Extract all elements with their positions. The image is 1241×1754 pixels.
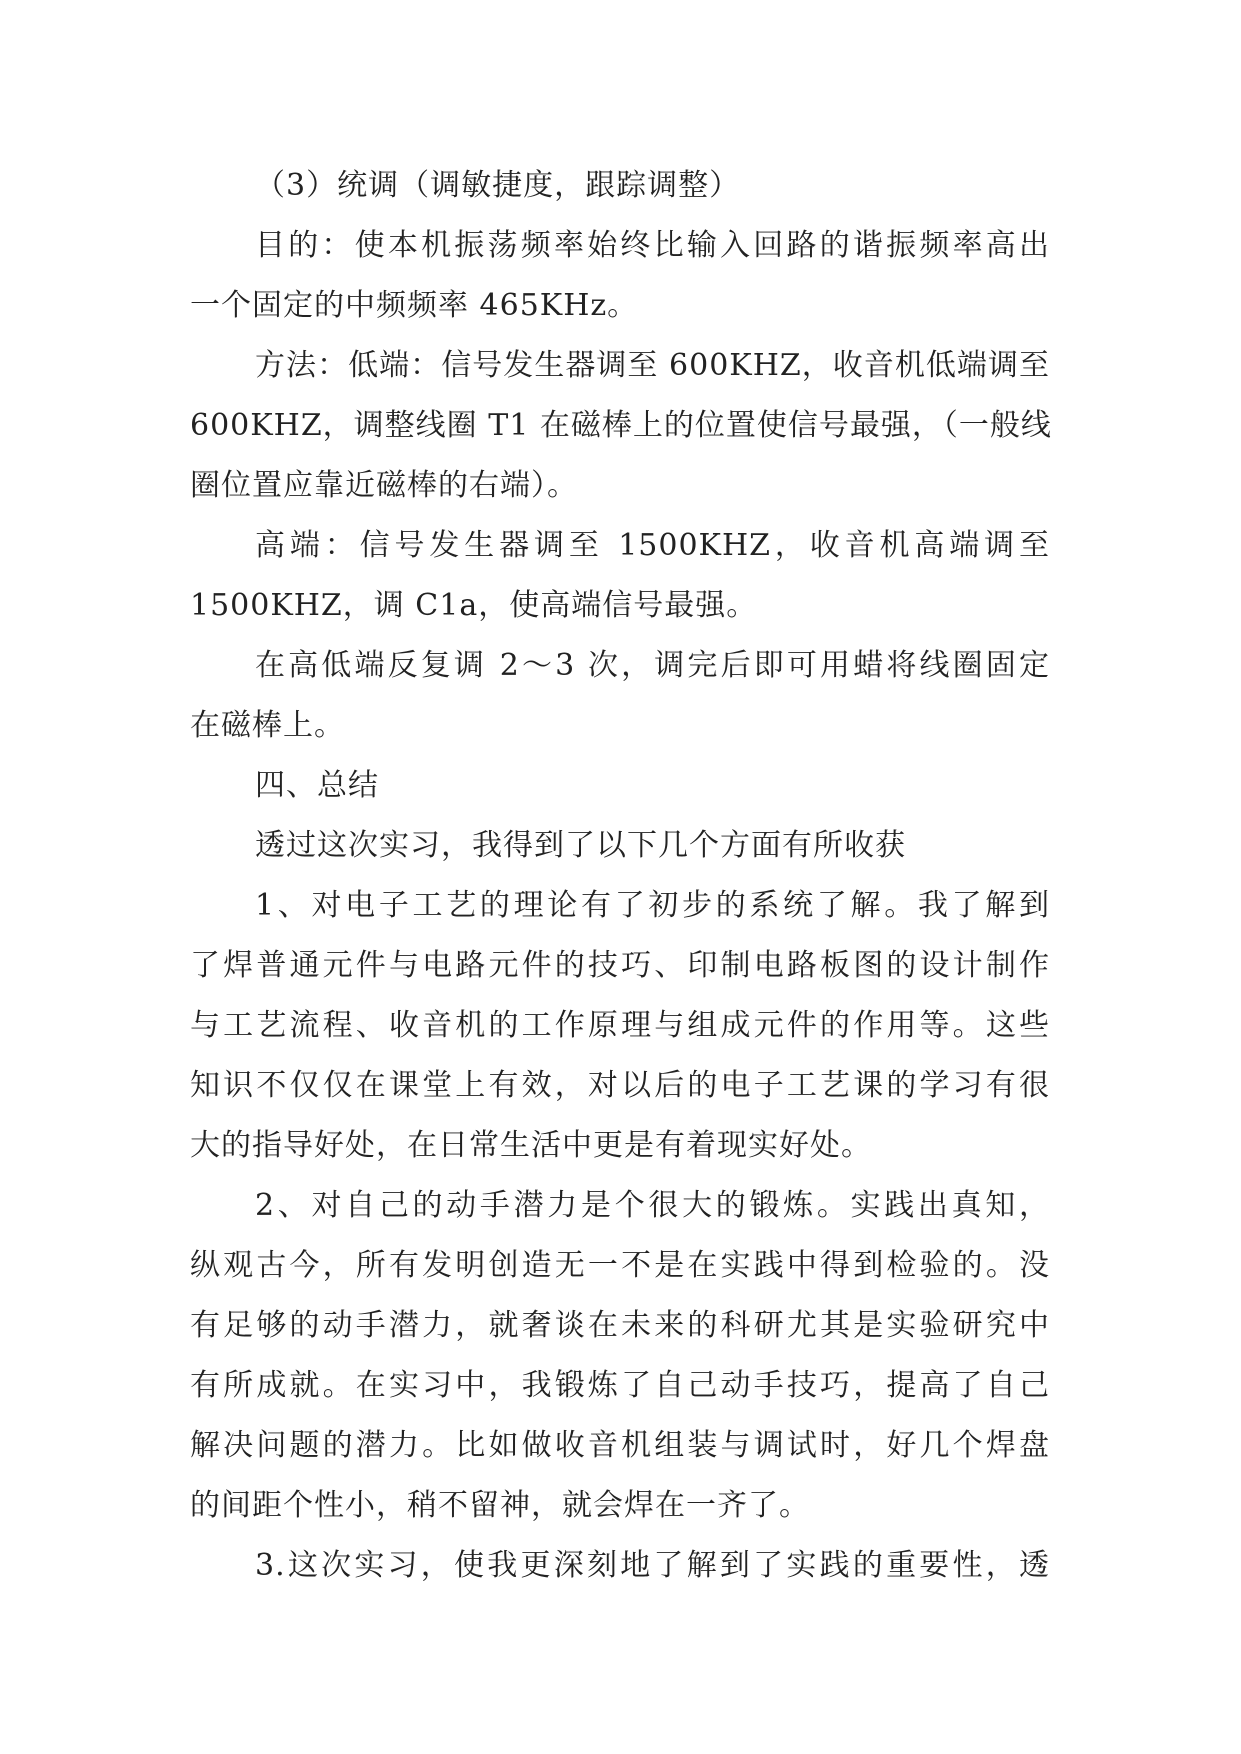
paragraph-line: 1500KHZ，调 C1a，使高端信号最强。 [190, 588, 758, 623]
paragraph-line: 目的：使本机振荡频率始终比输入回路的谐振频率高出 [255, 228, 1050, 263]
paragraph-line: 在高低端反复调 2～3 次，调完后即可用蜡将线圈固定 [255, 648, 1050, 683]
section-heading-summary: 四、总结 [255, 768, 379, 803]
paragraph-line: 有足够的动手潜力，就奢谈在未来的科研尤其是实验研究中 [190, 1308, 1050, 1343]
paragraph-line: 有所成就。在实习中，我锻炼了自己动手技巧，提高了自己 [190, 1368, 1050, 1403]
paragraph-line: 知识不仅仅在课堂上有效，对以后的电子工艺课的学习有很 [190, 1068, 1050, 1103]
paragraph-line: 解决问题的潜力。比如做收音机组装与调试时，好几个焊盘 [190, 1428, 1050, 1463]
paragraph-line: 高端：信号发生器调至 1500KHZ，收音机高端调至 [255, 528, 1050, 563]
paragraph-line: 在磁棒上。 [190, 708, 345, 743]
paragraph-line: 与工艺流程、收音机的工作原理与组成元件的作用等。这些 [190, 1008, 1050, 1043]
paragraph-line: 一个固定的中频频率 465KHz。 [190, 288, 639, 323]
paragraph-line: 了焊普通元件与电路元件的技巧、印制电路板图的设计制作 [190, 948, 1050, 983]
paragraph-line: 的间距个性小，稍不留神，就会焊在一齐了。 [190, 1488, 810, 1523]
paragraph-line: 大的指导好处，在日常生活中更是有着现实好处。 [190, 1128, 872, 1163]
paragraph-line: 1、对电子工艺的理论有了初步的系统了解。我了解到 [255, 888, 1050, 923]
paragraph-line: 纵观古今，所有发明创造无一不是在实践中得到检验的。没 [190, 1248, 1050, 1283]
subheading-tuning: （3）统调（调敏捷度，跟踪调整） [255, 168, 741, 203]
paragraph-line: 2、对自己的动手潜力是个很大的锻炼。实践出真知， [255, 1188, 1050, 1223]
paragraph-line: 3.这次实习，使我更深刻地了解到了实践的重要性，透 [255, 1548, 1050, 1583]
paragraph-line: 透过这次实习，我得到了以下几个方面有所收获 [255, 828, 906, 863]
paragraph-line: 600KHZ，调整线圈 T1 在磁棒上的位置使信号最强，（一般线 [190, 408, 1052, 443]
paragraph-line: 方法：低端：信号发生器调至 600KHZ，收音机低端调至 [255, 348, 1050, 383]
paragraph-line: 圈位置应靠近磁棒的右端）。 [190, 468, 578, 503]
